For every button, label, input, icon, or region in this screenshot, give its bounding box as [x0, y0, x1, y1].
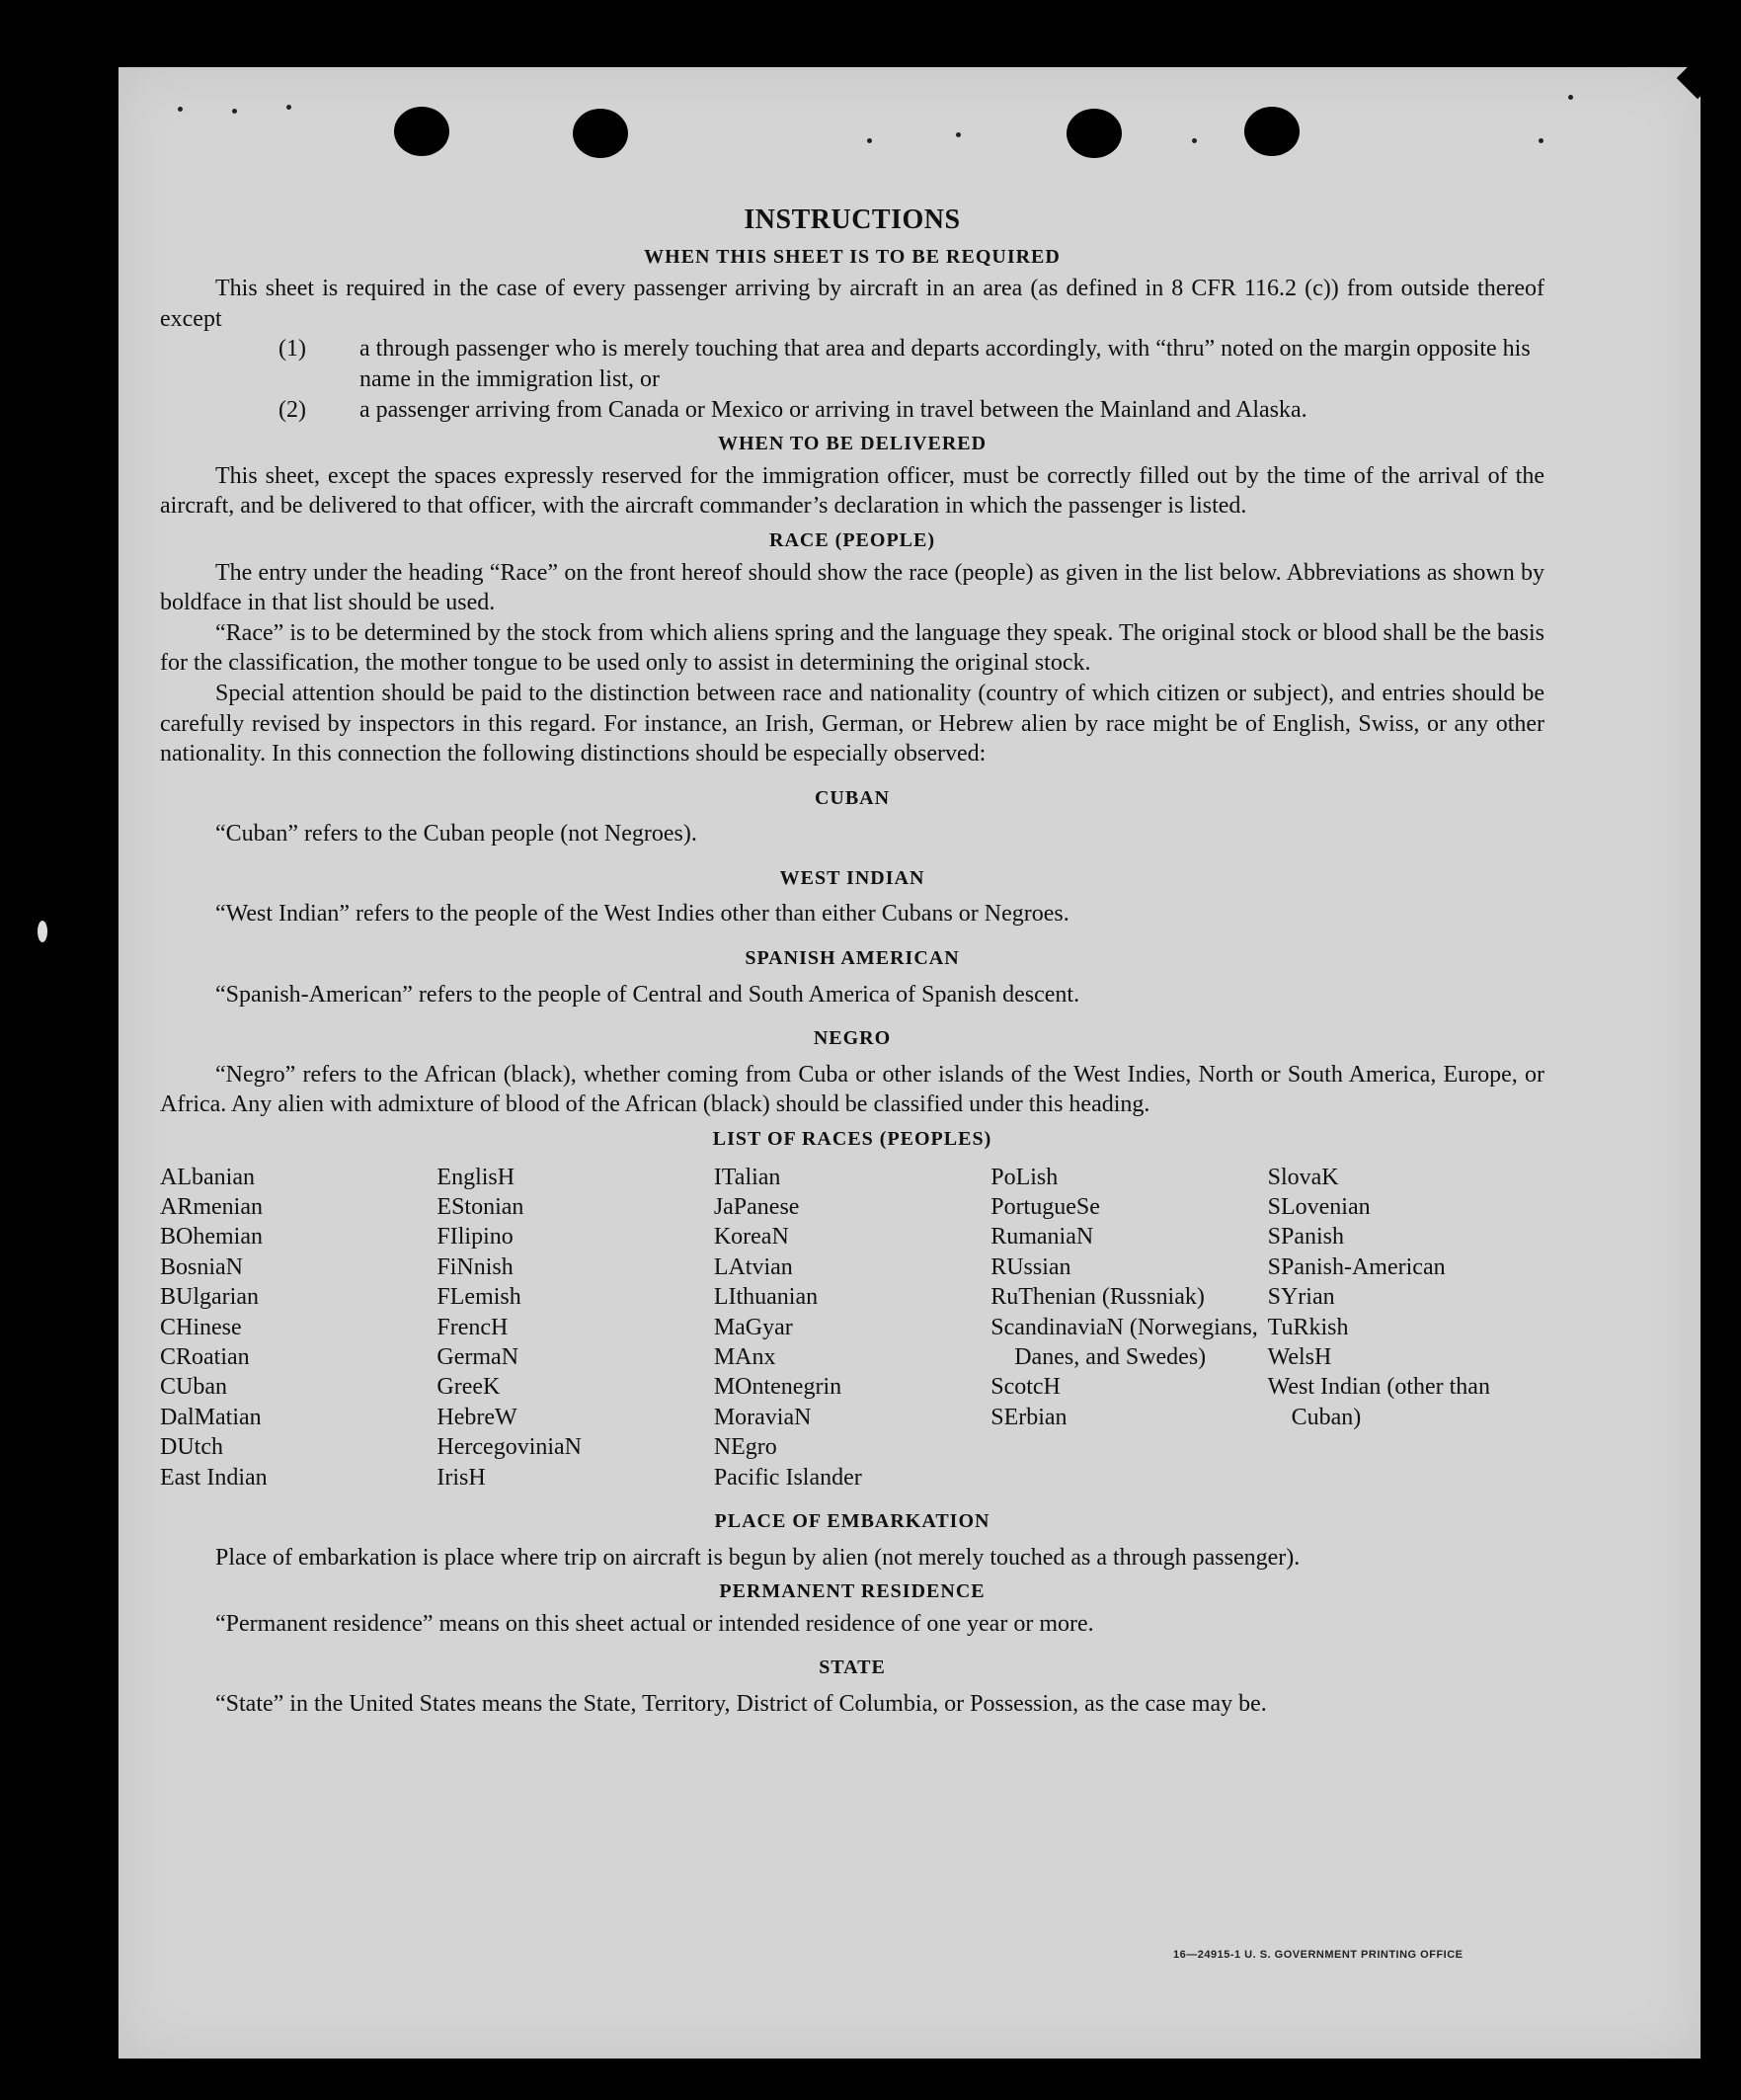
race-item: FrencH — [436, 1314, 509, 1340]
race-item: DalMatian — [160, 1404, 262, 1430]
race-column — [436, 1163, 713, 1493]
heading-list-of-races: LIST OF RACES (PEOPLES) — [712, 1128, 992, 1151]
race-item: ARmenian — [160, 1194, 263, 1221]
race-paragraph-2: “Race” is to be determined by the stock from which aliens spring and the language they speak. The original stock or blood shall be the basis for the classification, the mother tongue to be used only to assist in determining the original stock. — [160, 619, 1544, 677]
speck — [232, 109, 237, 114]
race-paragraph-1: The entry under the heading “Race” on the front hereof should show the race (people) as given in the list below. Abbreviations as shown by boldface in that list should be used. — [160, 559, 1544, 616]
race-item: ScandinaviaN (Norwegians, Danes, and Swedes) — [990, 1314, 1258, 1371]
race-item: BosniaN — [160, 1253, 243, 1280]
film-edge-mark — [38, 921, 47, 942]
race-item: SlovaK — [1267, 1164, 1339, 1190]
race-item: NEgro — [713, 1434, 777, 1461]
speck — [1568, 95, 1573, 100]
race-item: ScotcH — [990, 1374, 1061, 1401]
page-corner-fold — [1677, 57, 1718, 99]
race-item: WelsH — [1267, 1344, 1332, 1371]
west-indian-text: “West Indian” refers to the people of the West Indies other than either Cubans or Negroes. — [215, 901, 1069, 928]
heading-when-required: WHEN THIS SHEET IS TO BE REQUIRED — [644, 245, 1061, 268]
race-item: MOntenegrin — [713, 1374, 842, 1401]
race-item: SLovenian — [1267, 1194, 1371, 1221]
cuban-text: “Cuban” refers to the Cuban people (not Negroes). — [215, 821, 697, 848]
punch-hole — [573, 109, 628, 158]
race-item: PortugueSe — [990, 1194, 1100, 1221]
exception-number: (1) — [278, 336, 306, 363]
delivered-text: This sheet, except the spaces expressly reserved for the immigration officer, must be correctly filled out by the time of the arrival of the aircraft, and be delivered to that officer, with the aircraft commander’s declaration in which the passenger is listed. — [160, 462, 1544, 520]
race-item: SErbian — [990, 1404, 1068, 1430]
spanish-american-text: “Spanish-American” refers to the people of Central and South America of Spanish descent. — [215, 981, 1080, 1008]
race-item: West Indian (other than Cuban) — [1267, 1374, 1490, 1430]
race-item: GermaN — [436, 1344, 519, 1371]
race-item: CRoatian — [160, 1344, 250, 1371]
race-item: SPanish — [1267, 1224, 1344, 1251]
race-item: BUlgarian — [160, 1284, 259, 1311]
heading-when-delivered: WHEN TO BE DELIVERED — [717, 433, 988, 455]
race-item: FLemish — [436, 1284, 521, 1311]
printer-imprint: 16—24915-1 U. S. GOVERNMENT PRINTING OFFICE — [1173, 1949, 1464, 1961]
residence-text: “Permanent residence” means on this sheet actual or intended residence of one year or more. — [215, 1610, 1094, 1637]
instructions-content — [160, 205, 1544, 1720]
exception-item — [160, 334, 1544, 394]
race-item: ALbanian — [160, 1164, 255, 1190]
race-item: EnglisH — [436, 1164, 515, 1190]
race-item: GreeK — [436, 1374, 501, 1401]
race-item: SPanish-American — [1267, 1253, 1446, 1280]
race-column — [990, 1163, 1267, 1493]
race-item: Pacific Islander — [713, 1464, 862, 1491]
race-item: FIlipino — [436, 1224, 514, 1251]
speck — [956, 132, 961, 137]
punch-hole — [394, 107, 449, 156]
race-list — [160, 1163, 1544, 1493]
heading-spanish-american: SPANISH AMERICAN — [745, 947, 960, 970]
race-column — [714, 1163, 990, 1493]
negro-text: “Negro” refers to the African (black), whether coming from Cuba or other islands of the West Indies, North or South America, Europe, or Africa. Any alien with admixture of blood of the African (black) should be classified under this heading. — [160, 1061, 1544, 1118]
heading-permanent-residence: PERMANENT RESIDENCE — [719, 1580, 986, 1603]
required-intro: This sheet is required in the case of every passenger arriving by aircraft in an area (as defined in 8 CFR 116.2 (c)) from outside thereof except — [160, 276, 1544, 332]
race-item: ITalian — [713, 1164, 781, 1190]
exception-item — [160, 395, 1544, 426]
race-item: RUssian — [990, 1253, 1071, 1280]
heading-race: RACE (PEOPLE) — [769, 528, 935, 551]
race-item: MoraviaN — [713, 1404, 812, 1430]
instruction-sheet — [119, 67, 1701, 2059]
race-column — [1268, 1163, 1544, 1493]
punch-hole — [1244, 107, 1300, 156]
page-title: INSTRUCTIONS — [744, 204, 961, 235]
race-item: CHinese — [160, 1314, 242, 1340]
punch-hole — [1067, 109, 1122, 158]
heading-state: STATE — [819, 1656, 886, 1679]
race-item: TuRkish — [1267, 1314, 1349, 1340]
heading-negro: NEGRO — [813, 1027, 892, 1050]
race-item: BOhemian — [160, 1224, 263, 1251]
race-paragraph-3: Special attention should be paid to the distinction between race and nationality (country of which citizen or subject), and entries should be carefully revised by inspectors in this regard. For instance, an Irish, German, or Hebrew alien by race might be of English, Swiss, or any other nationality. In this connection the following distinctions should be especially observed: — [160, 680, 1544, 767]
speck — [1539, 138, 1543, 143]
race-item: PoLish — [990, 1164, 1059, 1190]
race-item: RuThenian (Russniak) — [990, 1284, 1205, 1311]
state-text: “State” in the United States means the State, Territory, District of Columbia, or Possession, as the case may be. — [215, 1691, 1267, 1718]
race-item: MaGyar — [713, 1314, 793, 1340]
speck — [1192, 138, 1197, 143]
race-item: HebreW — [436, 1404, 517, 1430]
speck — [286, 105, 291, 110]
race-item: RumaniaN — [990, 1224, 1094, 1251]
race-item: HercegoviniaN — [436, 1434, 583, 1461]
speck — [178, 107, 183, 112]
race-item: LAtvian — [713, 1253, 793, 1280]
heading-place-of-embarkation: PLACE OF EMBARKATION — [714, 1510, 990, 1533]
race-item: JaPanese — [713, 1194, 800, 1221]
race-item: FiNnish — [436, 1253, 514, 1280]
race-item: IrisH — [436, 1464, 486, 1491]
race-column — [160, 1163, 436, 1493]
embarkation-text: Place of embarkation is place where trip on aircraft is begun by alien (not merely touched as a through passenger). — [215, 1544, 1301, 1571]
exception-number: (2) — [278, 396, 306, 423]
race-item: East Indian — [160, 1464, 268, 1491]
exception-text: a through passenger who is merely touching that area and departs accordingly, with “thru” noted on the margin opposite his name in the immigration list, or — [359, 336, 1531, 392]
race-item: KoreaN — [713, 1224, 789, 1251]
heading-west-indian: WEST INDIAN — [779, 866, 925, 889]
race-item: SYrian — [1267, 1284, 1335, 1311]
race-item: DUtch — [160, 1434, 223, 1461]
race-item: LIthuanian — [713, 1284, 819, 1311]
speck — [867, 138, 872, 143]
race-item: EStonian — [436, 1194, 524, 1221]
heading-cuban: CUBAN — [814, 786, 891, 809]
exception-text: a passenger arriving from Canada or Mexico or arriving in travel between the Mainland and Alaska. — [359, 396, 1307, 423]
race-item: MAnx — [713, 1344, 776, 1371]
race-item: CUban — [160, 1374, 227, 1401]
